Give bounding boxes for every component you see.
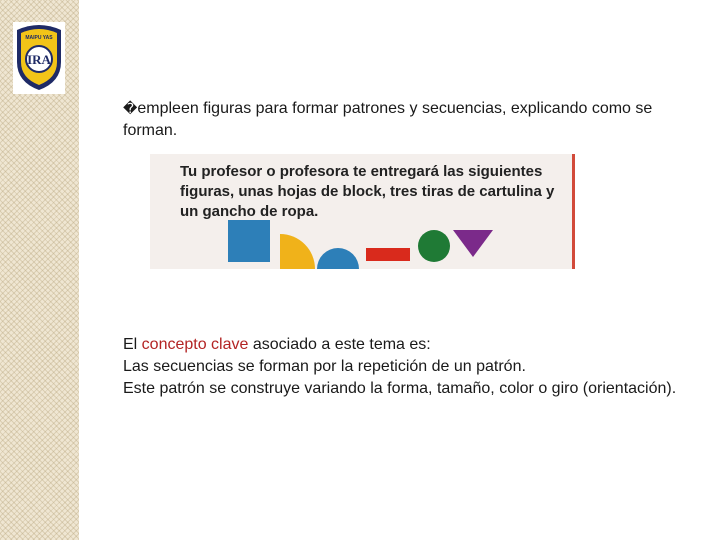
intro-text: empleen figuras para formar patrones y secuencias, explicando como se forman. (123, 100, 653, 139)
school-logo (13, 22, 65, 94)
rectangle-figure (366, 248, 410, 261)
triangle-figure (453, 230, 493, 257)
bullet-glyph: � (123, 100, 138, 116)
concept-line-3: Este patrón se construye variando la forma, tamaño, color o giro (orientación). (123, 380, 677, 397)
figures-instruction: Tu profesor o profesora te entregará las siguientes figuras, unas hojas de block, tres tiras de cartulina y un gancho de ropa. (180, 163, 555, 220)
concept-line-1 (123, 334, 683, 356)
concept-paragraph (123, 334, 683, 400)
concept-prefix: El (123, 336, 142, 353)
semicircle-figure (317, 248, 359, 269)
concept-suffix: asociado a este tema es: (248, 336, 431, 353)
quarter-circle-figure (280, 234, 315, 269)
image-edge-strip (572, 154, 575, 269)
circle-figure (418, 230, 450, 262)
concept-highlight: concepto clave (141, 336, 249, 353)
square-figure (228, 220, 270, 262)
logo-top-text: MAIPU YAS (25, 35, 53, 41)
figures-image (150, 154, 575, 269)
logo-monogram: IRA (27, 52, 51, 67)
intro-paragraph (123, 97, 663, 142)
figures-shapes (150, 154, 575, 269)
concept-line-2: Las secuencias se forman por la repetición de un patrón. (123, 358, 526, 375)
